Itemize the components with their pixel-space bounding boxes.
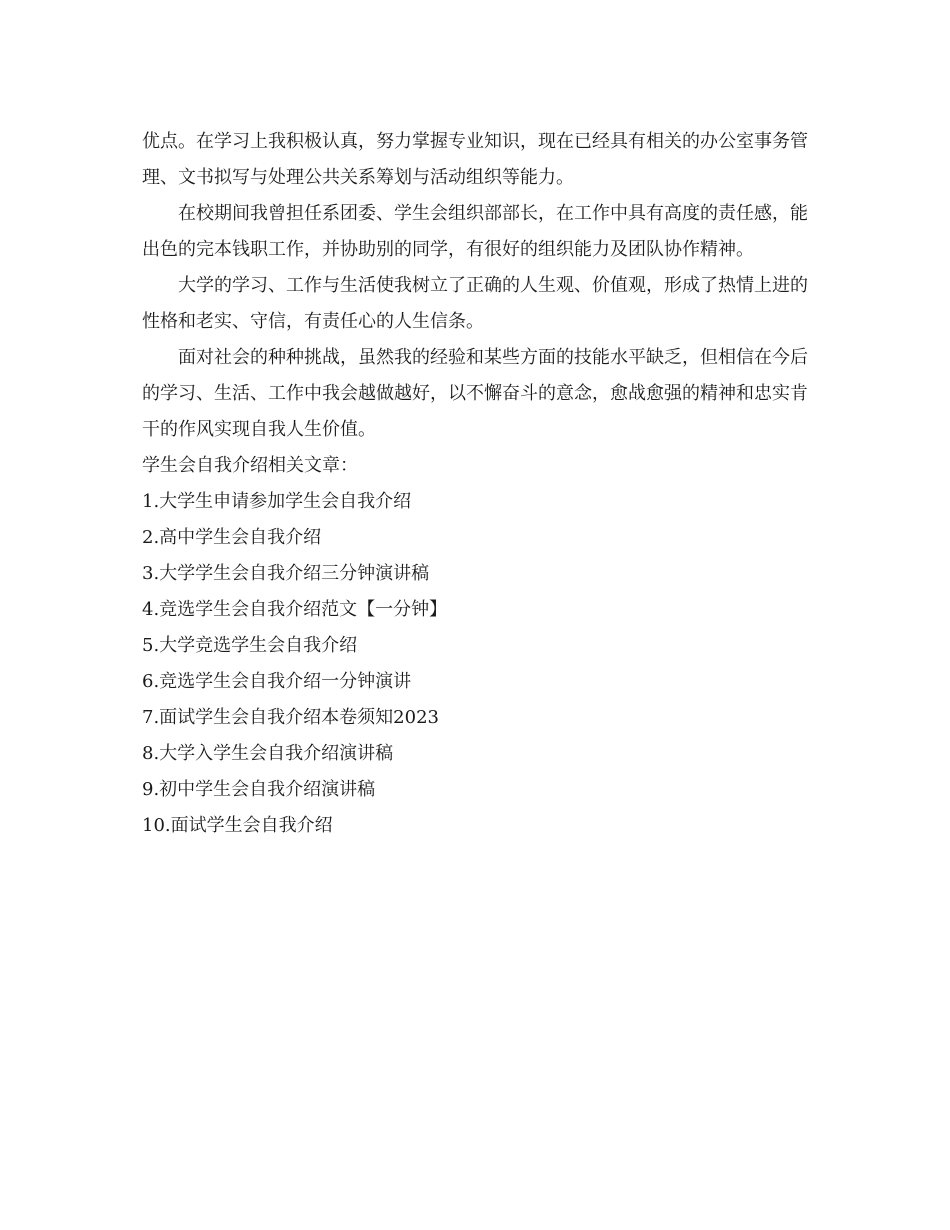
related-article-link[interactable]: 4.竞选学生会自我介绍范文【一分钟】 [142,599,448,620]
related-article-link[interactable]: 9.初中学生会自我介绍演讲稿 [142,779,376,800]
related-article-link[interactable]: 5.大学竞选学生会自我介绍 [142,635,358,656]
related-article-link[interactable]: 2.高中学生会自我介绍 [142,527,322,548]
related-article-link[interactable]: 3.大学学生会自我介绍三分钟演讲稿 [142,563,430,584]
related-articles-list [142,484,808,844]
related-article-link[interactable]: 7.面试学生会自我介绍本卷须知2023 [142,707,439,728]
related-article-link[interactable]: 8.大学入学生会自我介绍演讲稿 [142,743,394,764]
related-article-link[interactable]: 1.大学生申请参加学生会自我介绍 [142,491,412,512]
paragraph-values: 大学的学习、工作与生活使我树立了正确的人生观、价值观，形成了热情上进的性格和老实、守信，有责任心的人生信条。 [142,275,808,332]
paragraph-outlook: 面对社会的种种挑战，虽然我的经验和某些方面的技能水平缺乏，但相信在今后的学习、生活、工作中我会越做越好，以不懈奋斗的意念，愈战愈强的精神和忠实肯干的作风实现自我人生价值。 [142,347,808,440]
paragraph-experience: 在校期间我曾担任系团委、学生会组织部部长，在工作中具有高度的责任感，能出色的完本钱职工作，并协助别的同学，有很好的组织能力及团队协作精神。 [142,203,808,260]
document-body [142,124,808,844]
paragraph-strengths: 优点。在学习上我积极认真，努力掌握专业知识，现在已经具有相关的办公室事务管理、文书拟写与处理公共关系筹划与活动组织等能力。 [142,131,808,188]
related-articles-heading: 学生会自我介绍相关文章： [142,455,358,476]
related-article-link[interactable]: 6.竞选学生会自我介绍一分钟演讲 [142,671,412,692]
related-article-link[interactable]: 10.面试学生会自我介绍 [142,815,333,836]
